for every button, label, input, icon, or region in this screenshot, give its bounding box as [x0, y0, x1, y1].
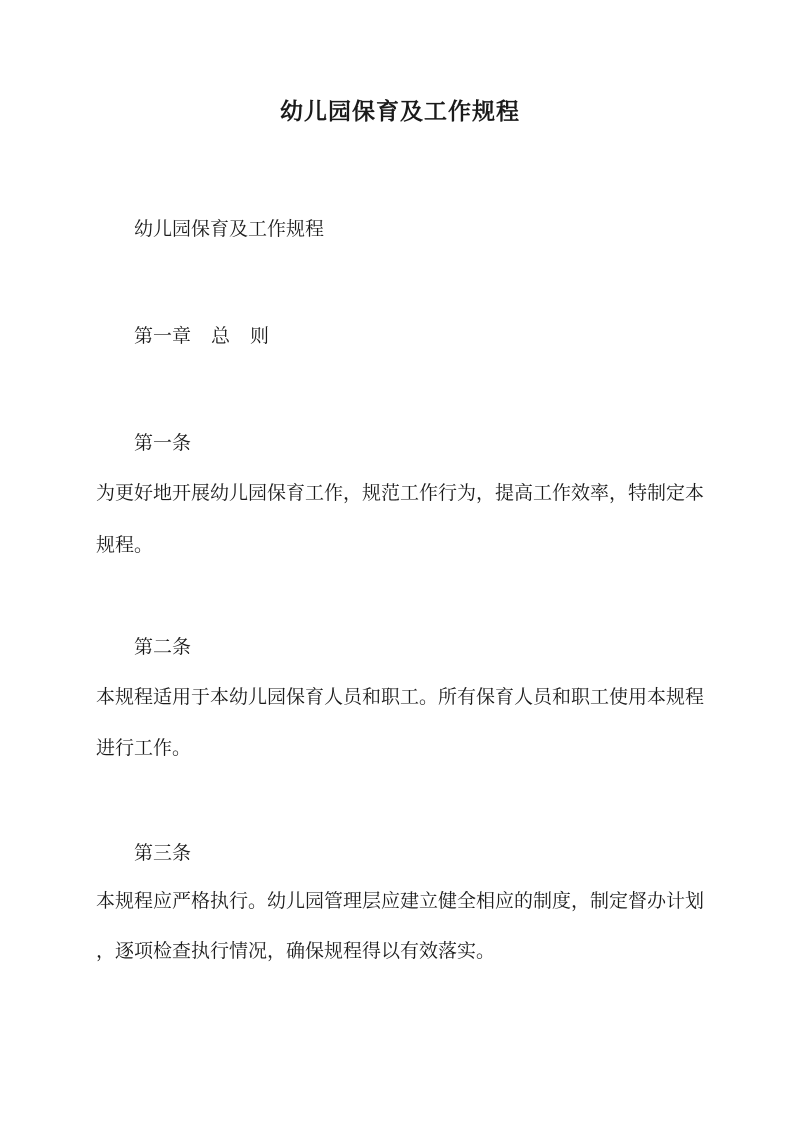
article-1-heading: 第一条	[134, 432, 192, 454]
article-3-heading: 第三条	[134, 842, 192, 864]
article-3-line-2: ，逐项检查执行情况，确保规程得以有效落实。	[96, 940, 496, 962]
article-1-line-1: 为更好地开展幼儿园保育工作，规范工作行为，提高工作效率，特制定本	[96, 482, 705, 504]
chapter-name-part1: 总	[211, 325, 231, 347]
chapter-heading	[134, 321, 269, 351]
article-2-heading: 第二条	[134, 636, 192, 658]
article-2-line-2: 进行工作。	[96, 737, 192, 759]
article-2-line-1: 本规程适用于本幼儿园保育人员和职工。所有保育人员和职工使用本规程	[96, 686, 705, 708]
article-1-line-2: 规程。	[96, 534, 154, 556]
article-3-line-1: 本规程应严格执行。幼儿园管理层应建立健全相应的制度，制定督办计划	[96, 890, 705, 912]
chapter-number: 第一章	[134, 325, 192, 347]
document-subtitle: 幼儿园保育及工作规程	[134, 218, 325, 240]
chapter-name-part2: 则	[250, 325, 270, 347]
document-title: 幼儿园保育及工作规程	[280, 98, 520, 125]
